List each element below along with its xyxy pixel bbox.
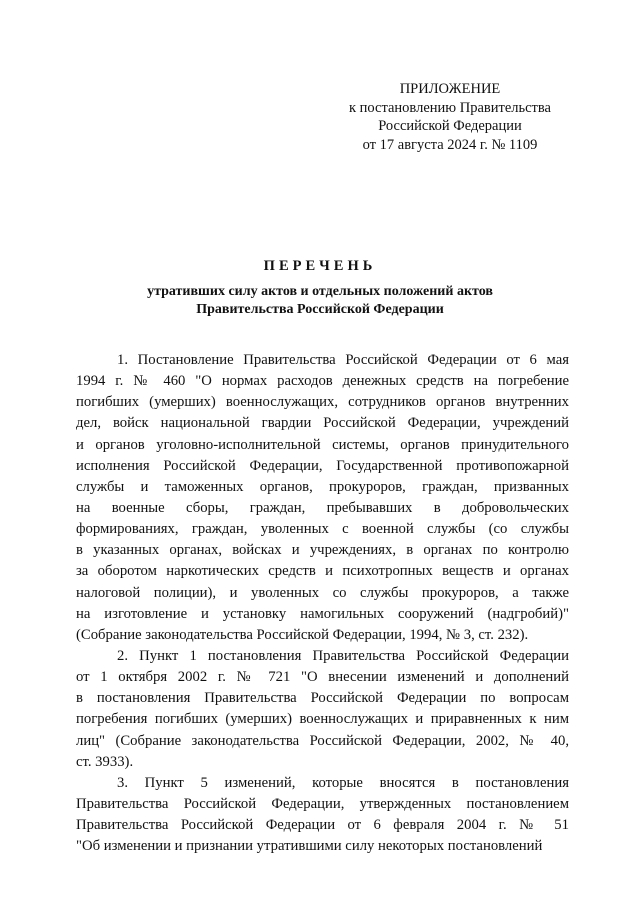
text-line: формированиях, граждан, уволенных с военной службы (со службы: [76, 521, 569, 538]
text-line: дел, войск национальной гвардии Российской Федерации, учреждений: [76, 415, 569, 432]
subtitle-line-2: Правительства Российской Федерации: [196, 302, 444, 317]
text-line: в постановления Правительства Российской Федерации по вопросам: [76, 690, 569, 707]
appendix-date-number: от 17 августа 2024 г. № 1109: [362, 136, 538, 153]
text-line: 1994 г. № 460 "О нормах расходов денежных средств на погребение: [76, 373, 569, 390]
text-line: на военные сборы, граждан, пребывавших в добровольческих: [76, 499, 569, 516]
appendix-label: ПРИЛОЖЕНИЕ: [399, 81, 501, 97]
text-line: 2. Пункт 1 постановления Правительства Российской Федерации: [117, 647, 569, 664]
text-line: 3. Пункт 5 изменений, которые вносятся в постановления: [117, 774, 569, 791]
text-line: от 1 октября 2002 г. № 721 "О внесении изменений и дополнений: [76, 669, 569, 686]
list-item: [76, 350, 569, 646]
text-line: погибших (умерших) военнослужащих, сотрудников органов внутренних: [76, 394, 569, 411]
text-line: и органов уголовно-исполнительной системы, органов принудительного: [76, 436, 569, 453]
appendix-reference: к постановлению Правительства: [349, 99, 551, 116]
text-line: исполнения Российской Федерации, Государственной противопожарной: [76, 457, 569, 474]
title-block: [70, 257, 570, 319]
appendix-government: Российской Федерации: [378, 118, 522, 135]
subtitle-line-1: утративших силу актов и отдельных положений актов: [147, 284, 493, 299]
text-line: 1. Постановление Правительства Российской Федерации от 6 мая: [117, 352, 569, 368]
text-line: лиц" (Собрание законодательства Российской Федерации, 2002, № 40,: [76, 732, 569, 749]
list-item: [76, 646, 569, 773]
document-title: ПЕРЕЧЕНЬ: [263, 258, 377, 274]
text-line: Правительства Российской Федерации от 6 февраля 2004 г. № 51: [76, 817, 569, 834]
document-subtitle: [70, 283, 570, 319]
text-line: службы и таможенных органов, прокуроров, граждан, призванных: [76, 478, 569, 495]
text-line: налоговой полиции), и уволенных со службы прокуроров, а также: [76, 584, 569, 601]
list-item: [76, 773, 569, 858]
text-line: на изготовление и установку намогильных сооружений (надгробий)": [76, 605, 569, 622]
text-line: "Об изменении и признании утратившими силу некоторых постановлений: [76, 838, 543, 855]
text-line: за оборотом наркотических средств и психотропных веществ и органах: [76, 563, 569, 580]
text-line: в указанных органах, войсках и учреждениях, в органах по контролю: [76, 542, 569, 559]
text-line: Правительства Российской Федерации, утвержденных постановлением: [76, 795, 569, 812]
appendix-header: [340, 80, 560, 154]
text-line: погребения погибших (умерших) военнослужащих и приравненных к ним: [76, 711, 569, 728]
text-line: (Собрание законодательства Российской Федерации, 1994, № 3, ст. 232).: [76, 626, 529, 643]
text-line: ст. 3933).: [76, 753, 134, 770]
document-body: [76, 350, 569, 857]
